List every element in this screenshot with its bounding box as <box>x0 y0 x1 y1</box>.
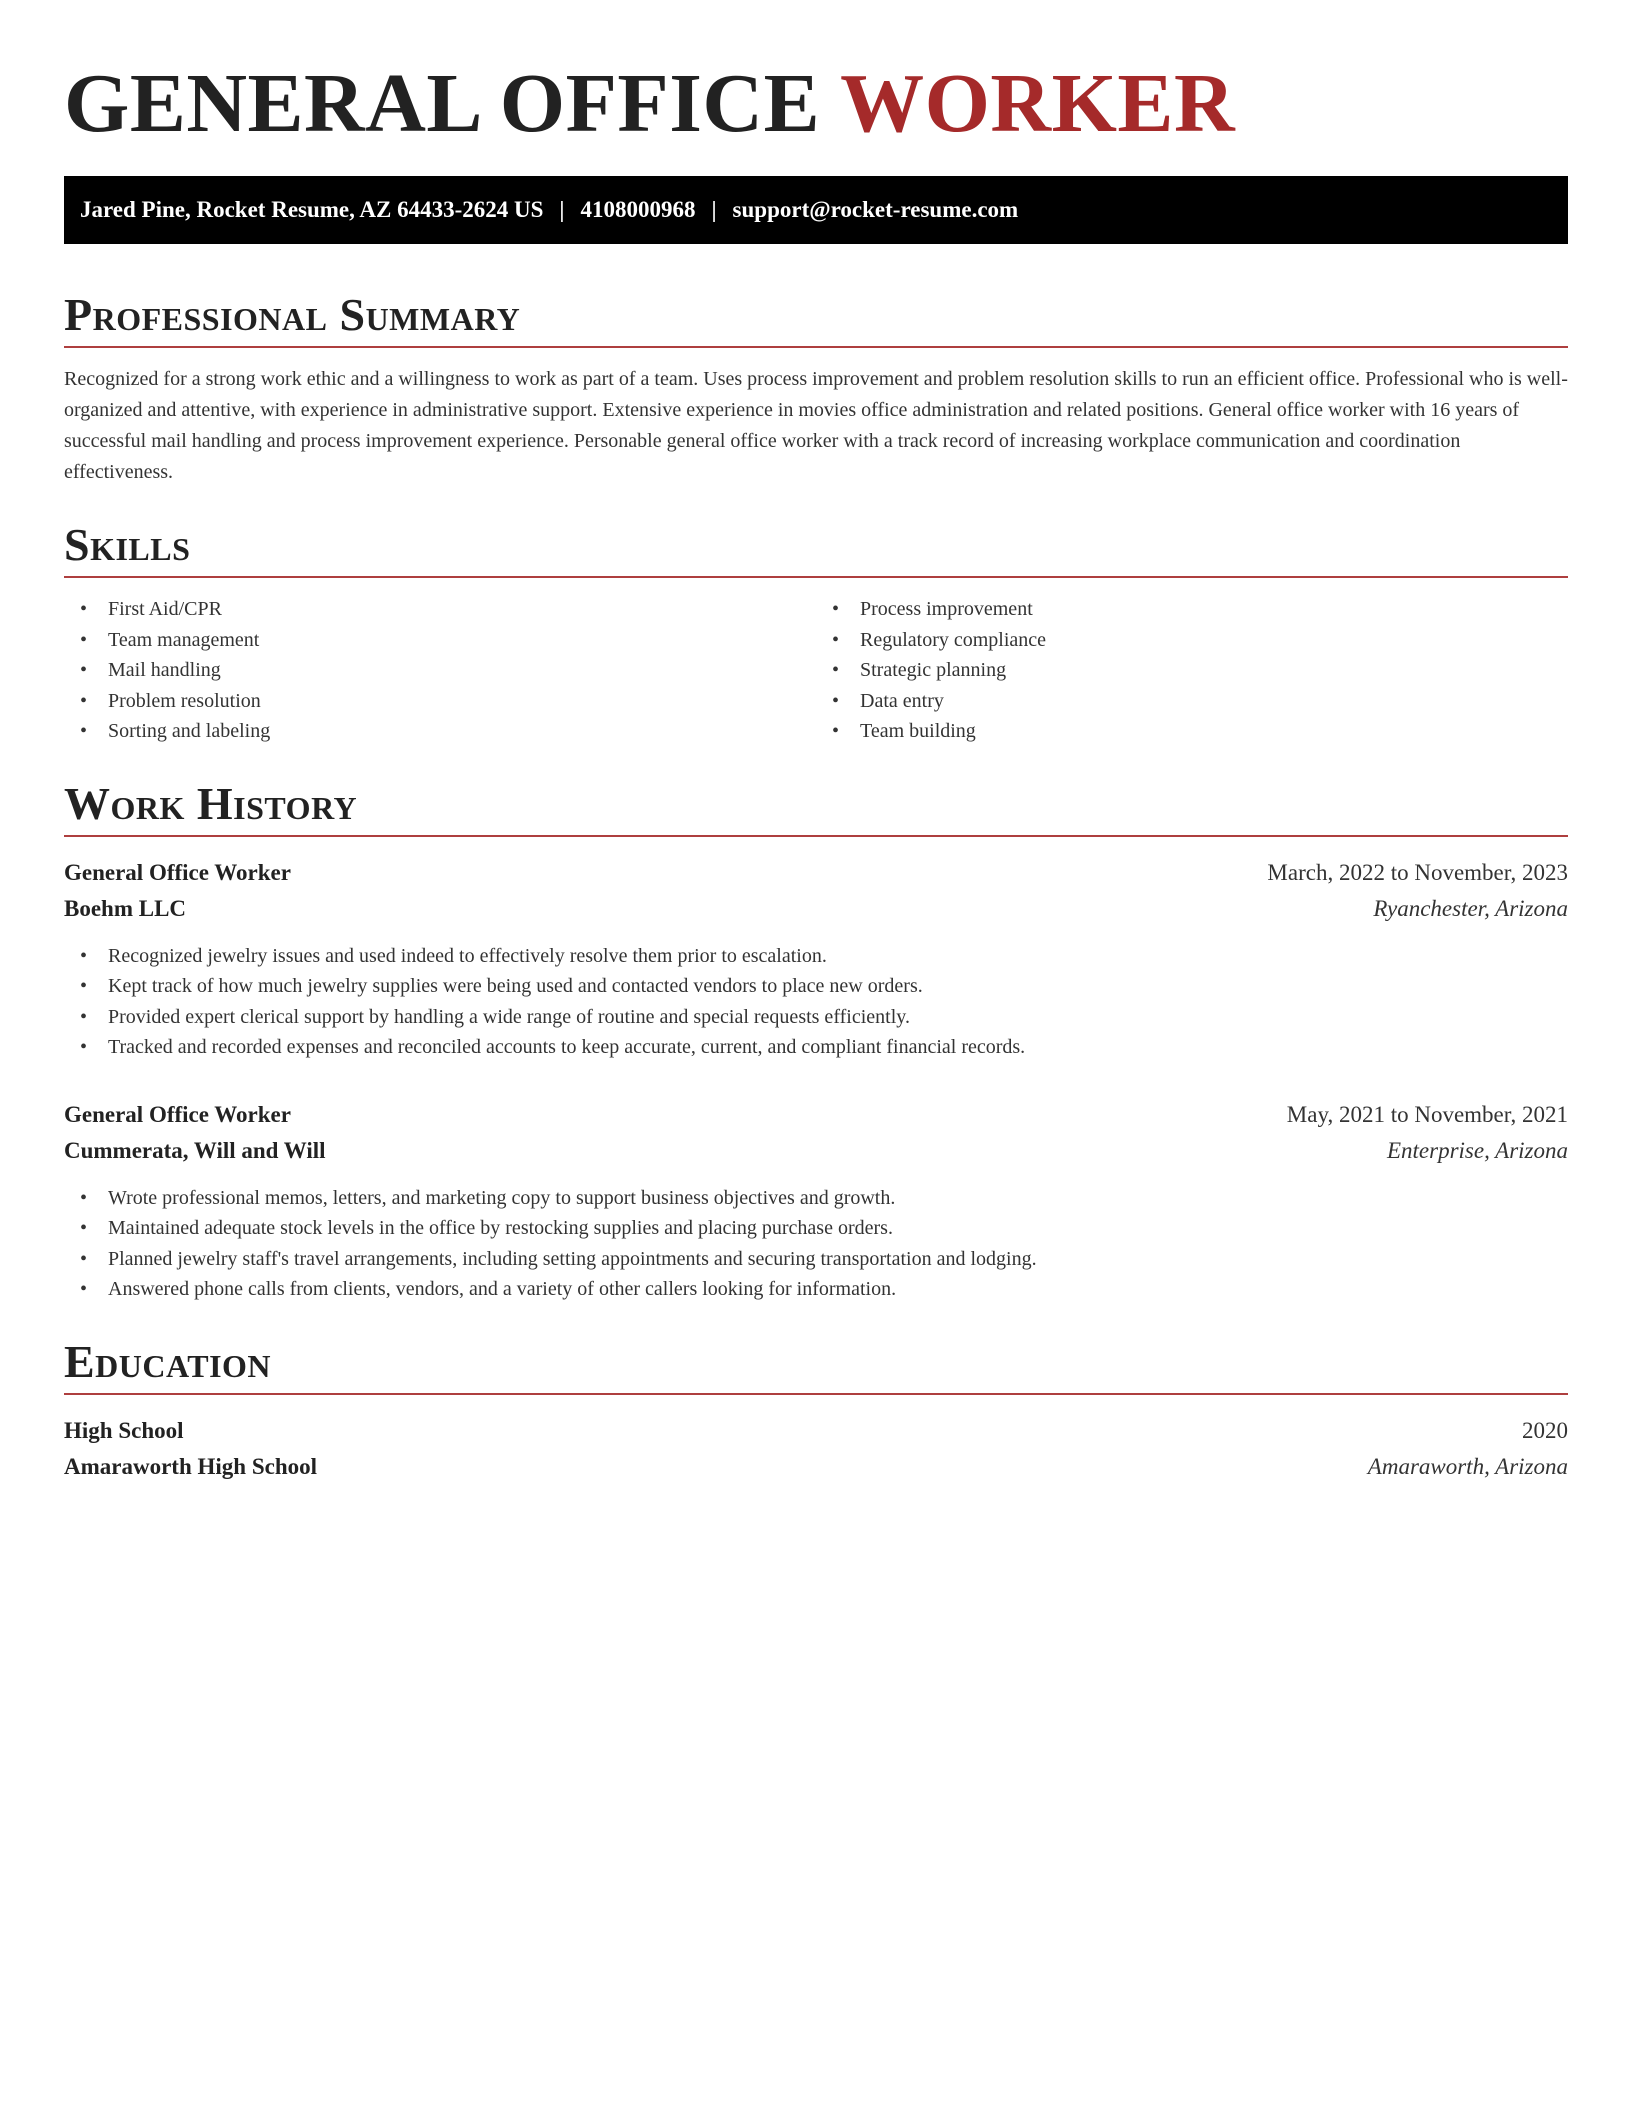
job-dates: May, 2021 to November, 2021 <box>1286 1101 1568 1127</box>
education-section <box>64 1335 1568 1485</box>
job-entry <box>64 855 1568 1063</box>
section-heading: Professional Summary <box>64 289 521 340</box>
skill-item: • Team building <box>816 716 1568 747</box>
job-duties-list <box>64 941 1568 1063</box>
bullet-icon: • <box>80 975 88 997</box>
skill-item: • Strategic planning <box>816 655 1568 686</box>
bullet-icon: • <box>80 1005 88 1028</box>
education-school: Amaraworth High School <box>64 1453 317 1479</box>
job-duty: • Answered phone calls from clients, vendors, and a variety of other callers looking for information. <box>64 1274 1568 1305</box>
skill-item: • Data entry <box>816 686 1568 717</box>
skill-item: • First Aid/CPR <box>64 594 816 625</box>
section-divider <box>64 835 1568 837</box>
job-duties-list <box>64 1183 1568 1305</box>
bullet-icon: • <box>80 689 88 712</box>
skills-section <box>64 518 1568 747</box>
section-divider <box>64 1393 1568 1395</box>
skill-item: • Mail handling <box>64 655 816 686</box>
bullet-icon: • <box>80 598 88 620</box>
skills-list-left <box>64 594 816 747</box>
job-duty: • Planned jewelry staff's travel arrangements, including setting appointments and securing transportation and lodging. <box>64 1244 1568 1275</box>
contact-separator: | <box>559 197 565 222</box>
resume-title <box>64 56 1568 152</box>
bullet-icon: • <box>80 720 88 742</box>
section-divider <box>64 346 1568 348</box>
section-heading: Work History <box>64 777 358 829</box>
job-header-row <box>64 855 1568 891</box>
job-title: General Office Worker <box>64 859 291 885</box>
job-location: Ryanchester, Arizona <box>1373 895 1568 921</box>
job-entry <box>64 1097 1568 1305</box>
bullet-icon: • <box>80 944 88 967</box>
contact-address: Jared Pine, Rocket Resume, AZ 64433-2624 US <box>80 197 544 222</box>
education-location: Amaraworth, Arizona <box>1367 1453 1568 1479</box>
job-dates: March, 2022 to November, 2023 <box>1267 859 1568 885</box>
education-header-row <box>64 1413 1568 1449</box>
section-heading: Education <box>64 1335 272 1387</box>
bullet-icon: • <box>80 1217 88 1239</box>
education-entry <box>64 1413 1568 1485</box>
contact-phone: 4108000968 <box>580 197 696 222</box>
job-company: Cummerata, Will and Will <box>64 1137 326 1163</box>
job-duty: • Maintained adequate stock levels in the office by restocking supplies and placing purchase orders. <box>64 1213 1568 1244</box>
bullet-icon: • <box>832 689 840 712</box>
job-company-row <box>64 1133 1568 1169</box>
section-divider <box>64 576 1568 578</box>
skills-column-left <box>64 594 816 747</box>
job-duty: • Recognized jewelry issues and used indeed to effectively resolve them prior to escalation. <box>64 941 1568 972</box>
contact-separator: | <box>711 197 717 222</box>
section-heading: Skills <box>64 519 191 570</box>
skills-columns <box>64 594 1568 747</box>
summary-text: Recognized for a strong work ethic and a willingness to work as part of a team. Uses process improvement and problem resolution skills to run an efficient office. Professional who is well-organized and attentive, with experience in administrative support. Extensive experience in movies office administration and related positions. General office worker with 16 years of successful mail handling and process improvement experience. Personable general office worker with a track record of increasing workplace communication and coordination effectiveness. <box>64 368 1568 483</box>
job-title: General Office Worker <box>64 1101 291 1127</box>
bullet-icon: • <box>80 659 88 681</box>
job-duty: • Provided expert clerical support by handling a wide range of routine and special requests efficiently. <box>64 1002 1568 1033</box>
bullet-icon: • <box>80 1278 88 1300</box>
skill-item: • Process improvement <box>816 594 1568 625</box>
job-location: Enterprise, Arizona <box>1386 1137 1568 1163</box>
work-history-section <box>64 777 1568 1305</box>
skill-item: • Team management <box>64 625 816 656</box>
bullet-icon: • <box>80 1036 88 1058</box>
title-accent: WORKER <box>840 57 1236 150</box>
skill-item: • Sorting and labeling <box>64 716 816 747</box>
bullet-icon: • <box>80 1247 88 1270</box>
contact-email: support@rocket-resume.com <box>732 197 1019 222</box>
bullet-icon: • <box>80 628 88 651</box>
skill-item: • Problem resolution <box>64 686 816 717</box>
job-duty: • Wrote professional memos, letters, and marketing copy to support business objectives and growth. <box>64 1183 1568 1214</box>
job-duty: • Tracked and recorded expenses and reconciled accounts to keep accurate, current, and compliant financial records. <box>64 1032 1568 1063</box>
title-main: GENERAL OFFICE <box>64 57 841 150</box>
contact-bar <box>64 176 1568 244</box>
professional-summary-section <box>64 288 1568 488</box>
bullet-icon: • <box>832 720 840 742</box>
education-school-row <box>64 1449 1568 1485</box>
job-duty: • Kept track of how much jewelry supplies were being used and contacted vendors to place new orders. <box>64 971 1568 1002</box>
education-degree: High School <box>64 1417 184 1443</box>
job-company: Boehm LLC <box>64 895 187 921</box>
skills-list-right <box>816 594 1568 747</box>
education-year: 2020 <box>1522 1417 1568 1443</box>
bullet-icon: • <box>80 1186 88 1209</box>
bullet-icon: • <box>832 659 840 681</box>
bullet-icon: • <box>832 628 840 651</box>
job-company-row <box>64 891 1568 927</box>
skills-column-right <box>816 594 1568 747</box>
job-header-row <box>64 1097 1568 1133</box>
bullet-icon: • <box>832 598 840 620</box>
skill-item: • Regulatory compliance <box>816 625 1568 656</box>
